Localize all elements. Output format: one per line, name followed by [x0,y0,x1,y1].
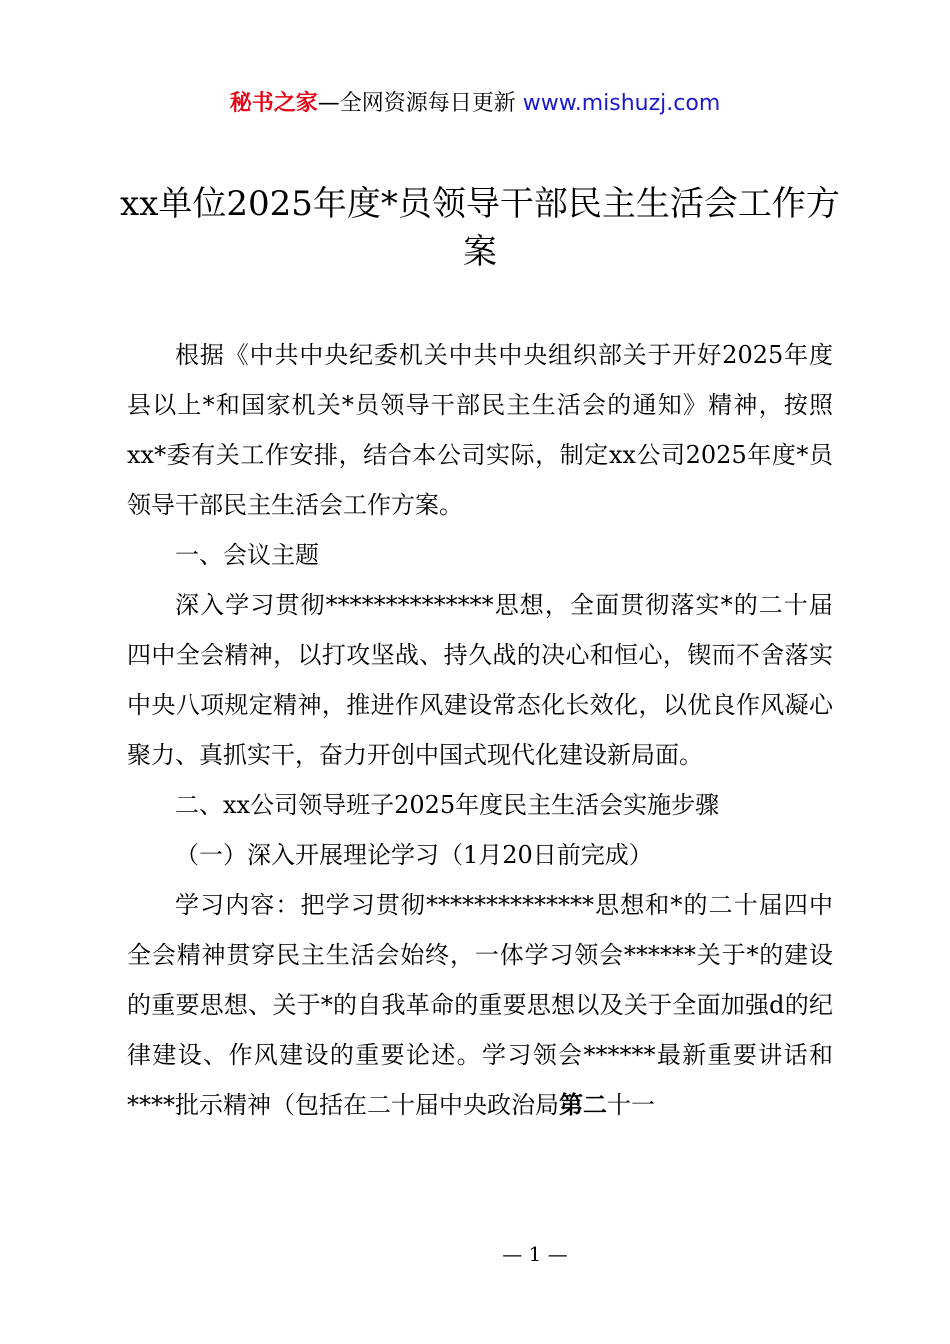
site-tagline: —全网资源每日更新 [317,91,516,116]
subsection-heading-theory-study: （一）深入开展理论学习（1月20日前完成） [175,841,653,869]
section-heading-implementation-steps: 二、xx公司领导班子2025年度民主生活会实施步骤 [175,791,720,819]
document-title: xx单位2025年度*员领导干部民主生活会工作方案 [120,184,840,272]
study-content-tail: 十一 [607,1091,655,1119]
section-heading-meeting-theme: 一、会议主题 [175,541,319,569]
theme-paragraph: 深入学习贯彻**************思想，全面贯彻落实*的二十届四中全会精神，以打攻坚战、持久战的决心和恒心，锲而不舍落实中央八项规定精神，推进作风建设常态化长效化，以优良作风凝心聚力、真抓实干，奋力开创中国式现代化建设新局面。 [127,591,833,769]
site-header [0,86,950,122]
site-brand: 秘书之家 [229,91,318,116]
study-content-text: 学习内容：把学习贯彻**************思想和*的二十届四中全会精神贯穿民主生活会始终，一体学习领会******关于*的建设的重要思想、关于*的自我革命的重要思想以及关于全面加强d的纪律建设、作风建设的重要论述。学习领会******最新重要讲话和****批示精神（包括在二十届中央政治局 [127,891,833,1119]
study-content-paragraph [127,880,833,1130]
document-body [127,330,833,1130]
page-number: — 1 — [502,1242,568,1266]
intro-paragraph: 根据《中共中央纪委机关中共中央组织部关于开好2025年度县以上*和国家机关*员领导干部民主生活会的通知》精神，按照xx*委有关工作安排，结合本公司实际，制定xx公司2025年度*员领导干部民主生活会工作方案。 [127,341,833,519]
site-url-link[interactable]: www.mishuzj.com [522,91,721,116]
bold-text: 第二 [559,1090,607,1119]
